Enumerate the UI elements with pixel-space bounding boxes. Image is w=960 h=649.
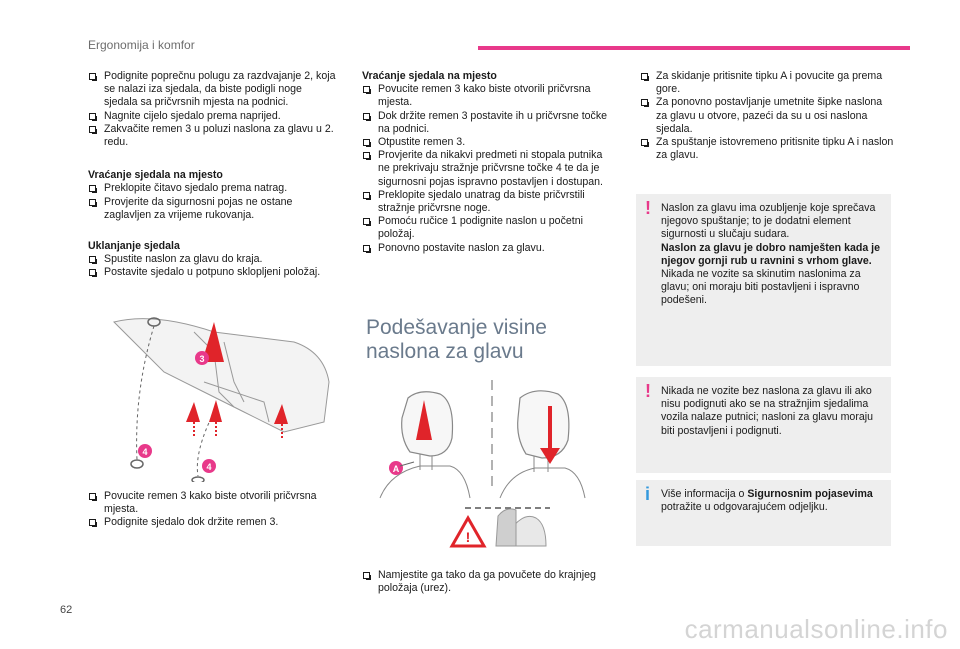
list-item: Ponovno postavite naslon za glavu. — [362, 242, 612, 255]
column-middle-bottom — [362, 569, 612, 595]
warning-note: ! Naslon za glavu ima ozubljenje koje sprečava njegovo spuštanje; to je dodatni element sigurnosti u slučaju sudara. Naslon za glavu je dobro namješten kada je njegov gornji rub u ravnini s vrhom glave. Nikada ne vozite sa skinutim naslonima za glavu; oni moraju biti postavljeni i ispravno podešeni. — [636, 194, 891, 366]
list-item: Zakvačite remen 3 u poluzi naslona za glavu u 2. redu. — [88, 123, 338, 149]
list-item: Za spuštanje istovremeno pritisnite tipku A i naslon za glavu. — [640, 136, 895, 162]
callout-A: A — [392, 464, 400, 474]
column-left — [88, 70, 338, 280]
list-item: Povucite remen 3 kako biste otvorili pričvrsna mjesta. — [362, 83, 612, 109]
page-number: 62 — [60, 604, 73, 616]
list-item: Otpustite remen 3. — [362, 136, 612, 149]
section-heading: Vraćanje sjedala na mjesto — [362, 70, 497, 82]
column-middle — [362, 70, 612, 255]
watermark: carmanualsonline.info — [684, 614, 948, 644]
column-right — [640, 70, 895, 162]
list-item: Pomoću ručice 1 podignite naslon u početni položaj. — [362, 215, 612, 241]
list-item: Spustite naslon za glavu do kraja. — [88, 253, 338, 266]
list-item: Nagnite cijelo sjedalo prema naprijed. — [88, 110, 338, 123]
warning-note: ! Nikada ne vozite bez naslona za glavu ili ako nisu podignuti ako se na stražnjim sjedalima vozila nalaze putnici; nasloni za glavu moraju biti postavljeni i podignuti. — [636, 377, 891, 473]
headrest-illustration — [370, 378, 600, 553]
info-icon: i — [645, 484, 651, 504]
list-item: Povucite remen 3 kako biste otvorili pričvrsna mjesta. — [88, 490, 338, 516]
list-item: Podignite poprečnu polugu za razdvajanje 2, koja se nalazi iza sjedala, da biste podigli noge sjedala sa pričvrsnih mjesta na podnici. — [88, 70, 338, 110]
column-left-bottom — [88, 490, 338, 530]
list-item: Podignite sjedalo dok držite remen 3. — [88, 516, 338, 529]
callout-3: 3 — [199, 354, 205, 364]
exclamation-icon: ! — [645, 381, 651, 401]
list-item: Preklopite sjedalo unatrag da biste pričvrstili stražnje pričvrsne noge. — [362, 189, 612, 215]
list-item: Namjestite ga tako da ga povučete do krajnjeg položaja (urez). — [362, 569, 612, 595]
list-item: Dok držite remen 3 postavite ih u pričvrsne točke na podnici. — [362, 110, 612, 136]
list-item: Preklopite čitavo sjedalo prema natrag. — [88, 182, 338, 195]
list-item: Provjerite da nikakvi predmeti ni stopala putnika ne prekrivaju stražnje pričvrsne točke 4 te da je sigurnosni pojas ispravno postavljen i dostupan. — [362, 149, 612, 189]
exclamation-icon: ! — [645, 198, 651, 218]
page-header-title: Ergonomija i komfor — [88, 38, 195, 52]
list-item: Postavite sjedalo u potpuno sklopljeni položaj. — [88, 266, 338, 279]
list-item: Provjerite da sigurnosni pojas ne ostane zaglavljen za vrijeme rukovanja. — [88, 196, 338, 222]
info-note: i Više informacija o Sigurnosnim pojasevima potražite u odgovarajućem odjeljku. — [636, 480, 891, 546]
callout-4: 4 — [206, 462, 212, 472]
section-heading: Uklanjanje sjedala — [88, 240, 180, 253]
callout-4: 4 — [142, 447, 148, 457]
main-heading: Podešavanje visine naslona za glavu — [366, 316, 547, 363]
seat-removal-illustration — [94, 312, 338, 482]
header-accent-bar — [478, 46, 910, 50]
list-item: Za skidanje pritisnite tipku A i povucite ga prema gore. — [640, 70, 895, 96]
section-heading: Vraćanje sjedala na mjesto — [88, 169, 223, 182]
svg-text:!: ! — [465, 529, 471, 545]
list-item: Za ponovno postavljanje umetnite šipke naslona za glavu u otvore, pazeći da su u osi naslona sjedala. — [640, 96, 895, 136]
